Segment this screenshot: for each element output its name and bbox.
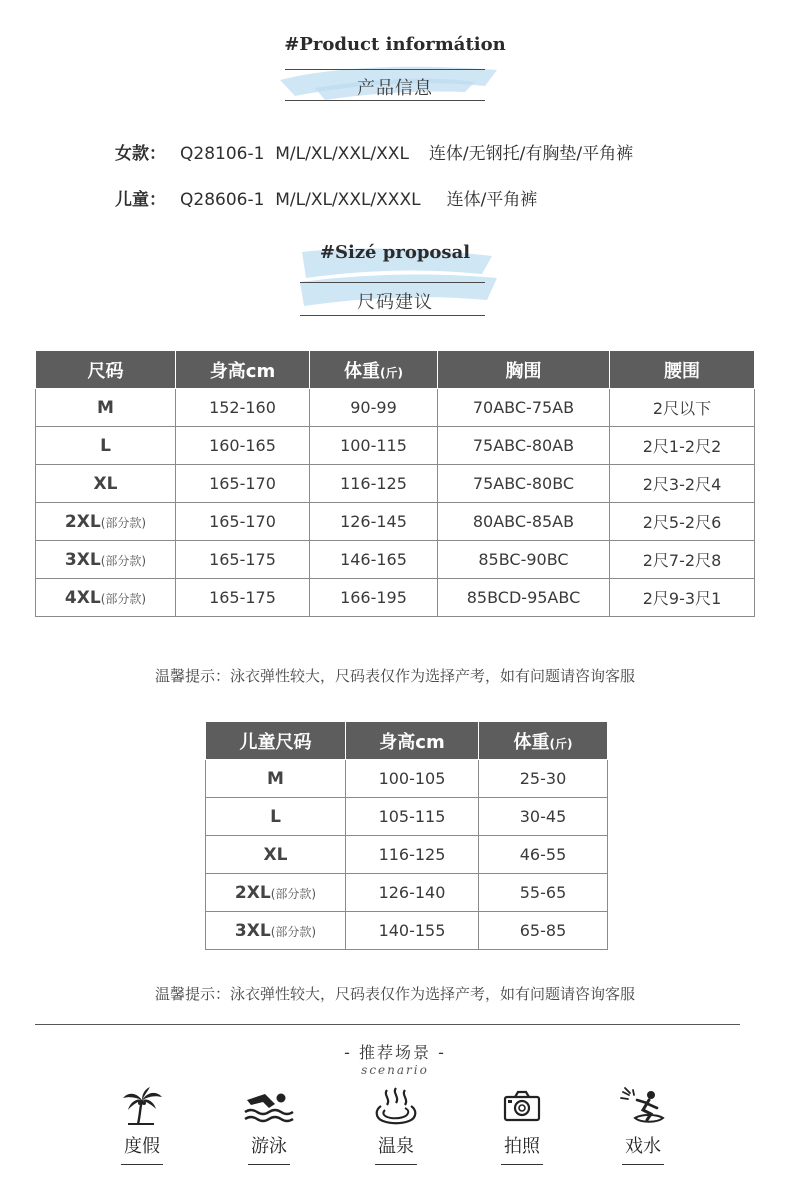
- scenario-label: 戏水: [625, 1136, 661, 1157]
- size-label: M: [97, 397, 114, 418]
- cell-size: [36, 503, 176, 541]
- cell-chest: 85BCD-95ABC: [438, 579, 610, 617]
- cell-chest: 85BC-90BC: [438, 541, 610, 579]
- col-header-waist: 腰围: [610, 351, 755, 389]
- cell-waist: 2尺以下: [610, 389, 755, 427]
- model-code: Q28106-1: [180, 144, 265, 164]
- col-header-size: 尺码: [36, 351, 176, 389]
- cell-size: [36, 465, 176, 503]
- cell-height: 140-155: [346, 912, 479, 950]
- scenario-item-photo: [477, 1086, 567, 1165]
- scenario-subtitle: scenario: [361, 1063, 429, 1077]
- cell-chest: 80ABC-85AB: [438, 503, 610, 541]
- cell-weight: 146-165: [310, 541, 438, 579]
- scenario-underline: [248, 1164, 290, 1165]
- cell-size: [206, 912, 346, 950]
- cell-weight: 126-145: [310, 503, 438, 541]
- table-row: [206, 836, 608, 874]
- cell-height: 165-175: [176, 579, 310, 617]
- product-info-cn-title: 产品信息: [357, 78, 433, 99]
- scenario-label: 拍照: [504, 1136, 540, 1157]
- size-proposal-heading: [0, 238, 790, 320]
- cell-height: 165-170: [176, 465, 310, 503]
- cell-waist: 2尺9-3尺1: [610, 579, 755, 617]
- table-row: [206, 798, 608, 836]
- model-desc: 连体/无钢托/有胸垫/平角裤: [428, 144, 634, 164]
- scenario-item-hot-spring: [351, 1086, 441, 1165]
- scenario-underline: [375, 1164, 417, 1165]
- size-label: 3XL: [64, 549, 101, 570]
- table-row: [36, 389, 755, 427]
- table-row: [36, 579, 755, 617]
- scenario-label: 游泳: [251, 1136, 287, 1157]
- cell-size: [206, 798, 346, 836]
- cell-weight: 30-45: [479, 798, 608, 836]
- cell-size: [36, 427, 176, 465]
- col-header-kids-size: 儿童尺码: [206, 722, 346, 760]
- water-play-icon: [617, 1086, 669, 1126]
- adult-size-table: [35, 350, 755, 617]
- cell-weight: 46-55: [479, 836, 608, 874]
- cell-size: [36, 579, 176, 617]
- heading-rule-bottom: [285, 100, 485, 101]
- scenario-label: 度假: [124, 1136, 160, 1157]
- hot-spring-icon: [373, 1086, 419, 1126]
- cell-waist: 2尺5-2尺6: [610, 503, 755, 541]
- cell-weight: 166-195: [310, 579, 438, 617]
- heading-rule-bottom: [300, 315, 485, 316]
- size-note: (部分款): [100, 553, 147, 568]
- cell-chest: 75ABC-80AB: [438, 427, 610, 465]
- cell-height: 116-125: [346, 836, 479, 874]
- cell-chest: 70ABC-75AB: [438, 389, 610, 427]
- col-header-weight-label: 体重: [513, 731, 550, 753]
- size-note: (部分款): [100, 591, 147, 606]
- cell-size: [36, 541, 176, 579]
- cell-waist: 2尺3-2尺4: [610, 465, 755, 503]
- col-header-weight-unit: (斤): [549, 736, 573, 751]
- size-label: L: [270, 806, 281, 827]
- size-tip-note: 温馨提示：泳衣弹性较大，尺码表仅作为选择产考，如有问题请咨询客服: [154, 667, 635, 685]
- product-info-heading: [0, 30, 790, 110]
- cell-height: 100-105: [346, 760, 479, 798]
- cell-weight: 25-30: [479, 760, 608, 798]
- kids-size-table: [205, 721, 608, 950]
- cell-height: 165-170: [176, 503, 310, 541]
- cell-size: [206, 760, 346, 798]
- size-proposal-en-title: #Sizé proposal: [319, 242, 471, 263]
- table-row: [36, 427, 755, 465]
- heading-rule-top: [285, 69, 485, 70]
- scenario-title: - 推荐场景 -: [344, 1043, 446, 1062]
- cell-weight: 90-99: [310, 389, 438, 427]
- size-label: 2XL: [234, 882, 271, 903]
- col-header-weight: [310, 351, 438, 389]
- size-note: (部分款): [100, 515, 147, 530]
- model-code: Q28606-1: [180, 190, 265, 210]
- size-label: XL: [263, 844, 288, 865]
- section-divider: [35, 1024, 740, 1025]
- col-header-weight-label: 体重: [344, 360, 380, 382]
- size-label: 3XL: [234, 920, 271, 941]
- model-sizes: M/L/XL/XXL/XXL: [275, 144, 409, 164]
- cell-weight: 100-115: [310, 427, 438, 465]
- model-sizes: M/L/XL/XXL/XXXL: [275, 190, 421, 210]
- size-label: M: [267, 768, 284, 789]
- col-header-height: 身高cm: [346, 722, 479, 760]
- table-row: [206, 874, 608, 912]
- cell-chest: 75ABC-80BC: [438, 465, 610, 503]
- size-label: 2XL: [64, 511, 101, 532]
- size-tip-note: 温馨提示：泳衣弹性较大，尺码表仅作为选择产考，如有问题请咨询客服: [154, 985, 635, 1003]
- cell-height: 152-160: [176, 389, 310, 427]
- cell-weight: 116-125: [310, 465, 438, 503]
- size-label: L: [100, 435, 111, 456]
- table-row: [36, 503, 755, 541]
- cell-waist: 2尺1-2尺2: [610, 427, 755, 465]
- size-proposal-cn-title: 尺码建议: [357, 292, 433, 313]
- table-row: [206, 912, 608, 950]
- table-row: [36, 465, 755, 503]
- scenario-label: 温泉: [378, 1136, 414, 1157]
- cell-height: 105-115: [346, 798, 479, 836]
- col-header-height: 身高cm: [176, 351, 310, 389]
- scenario-item-water-play: [598, 1086, 688, 1165]
- cell-waist: 2尺7-2尺8: [610, 541, 755, 579]
- col-header-weight: [479, 722, 608, 760]
- scenario-item-vacation: [97, 1086, 187, 1165]
- cell-size: [206, 874, 346, 912]
- model-row-women: [115, 139, 633, 164]
- size-label: 4XL: [64, 587, 101, 608]
- size-note: (部分款): [270, 886, 317, 901]
- cell-height: 126-140: [346, 874, 479, 912]
- table-header-row: [206, 722, 608, 760]
- cell-size: [36, 389, 176, 427]
- swimmer-icon: [243, 1086, 295, 1126]
- model-row-kids: [115, 185, 537, 210]
- cell-height: 165-175: [176, 541, 310, 579]
- col-header-chest: 胸围: [438, 351, 610, 389]
- heading-rule-top: [300, 282, 485, 283]
- cell-height: 160-165: [176, 427, 310, 465]
- camera-icon: [502, 1086, 542, 1126]
- table-row: [206, 760, 608, 798]
- product-info-en-title: #Product informátion: [284, 34, 506, 55]
- table-header-row: [36, 351, 755, 389]
- scenario-underline: [622, 1164, 664, 1165]
- cell-weight: 55-65: [479, 874, 608, 912]
- scenario-underline: [501, 1164, 543, 1165]
- table-row: [36, 541, 755, 579]
- palm-tree-icon: [120, 1086, 164, 1126]
- model-label: 女款：: [115, 144, 166, 164]
- size-note: (部分款): [270, 924, 317, 939]
- cell-size: [206, 836, 346, 874]
- col-header-weight-unit: (斤): [380, 365, 403, 380]
- model-label: 儿童：: [115, 190, 166, 210]
- scenario-item-swimming: [224, 1086, 314, 1165]
- size-label: XL: [93, 473, 118, 494]
- cell-weight: 65-85: [479, 912, 608, 950]
- scenario-underline: [121, 1164, 163, 1165]
- model-desc: 连体/平角裤: [446, 190, 538, 210]
